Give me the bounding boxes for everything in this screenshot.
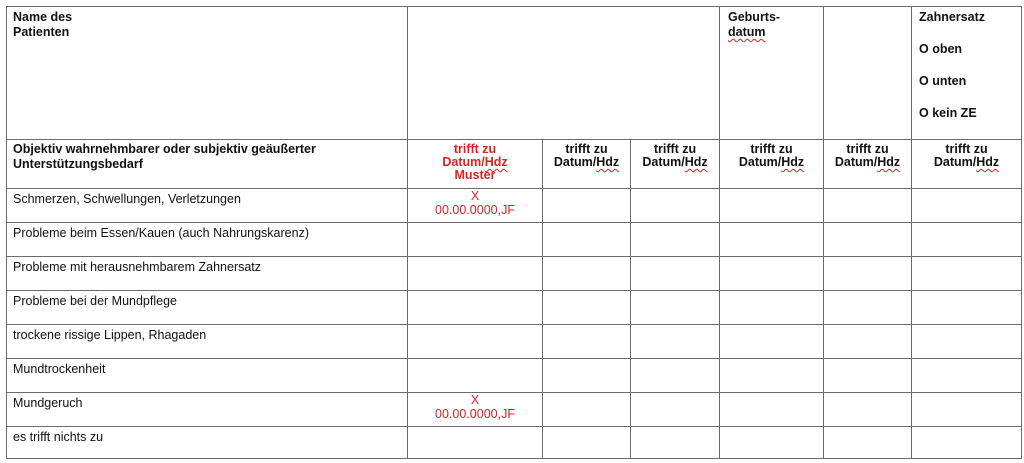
date-entry-cell[interactable] xyxy=(720,359,824,393)
table-row xyxy=(7,427,1022,459)
date-entry-cell[interactable] xyxy=(543,359,631,393)
date-column-header: trifft zu Datum/Hdz xyxy=(631,140,720,189)
mark-date: 00.00.0000,JF xyxy=(435,203,515,217)
date-entry-cell[interactable] xyxy=(543,393,631,427)
patient-name-field[interactable] xyxy=(408,7,720,140)
date-entry-cell[interactable] xyxy=(543,427,631,459)
date-entry-cell[interactable] xyxy=(720,291,824,325)
table-row xyxy=(7,359,1022,393)
sample-mark-cell[interactable] xyxy=(408,189,543,223)
date-entry-cell[interactable] xyxy=(543,257,631,291)
date-entry-cell[interactable] xyxy=(912,223,1022,257)
date-entry-cell[interactable] xyxy=(720,427,824,459)
date-entry-cell[interactable] xyxy=(824,427,912,459)
mark-x: X xyxy=(470,393,480,407)
column-header-row xyxy=(7,140,1022,189)
date-entry-cell[interactable] xyxy=(543,291,631,325)
row-label: Schmerzen, Schwellungen, Verletzungen xyxy=(7,189,408,223)
date-entry-cell[interactable] xyxy=(912,189,1022,223)
date-column-header: trifft zu Datum/Hdz xyxy=(824,140,912,189)
date-entry-cell[interactable] xyxy=(720,257,824,291)
date-entry-cell[interactable] xyxy=(824,257,912,291)
date-entry-cell[interactable] xyxy=(720,393,824,427)
row-label: es trifft nichts zu xyxy=(7,427,408,459)
date-entry-cell[interactable] xyxy=(912,427,1022,459)
date-entry-cell[interactable] xyxy=(543,223,631,257)
denture-option-lower[interactable]: O unten xyxy=(919,74,967,88)
sample-mark-cell[interactable] xyxy=(408,393,543,427)
dentures-title: Zahnersatz xyxy=(919,10,985,24)
date-entry-cell[interactable] xyxy=(824,291,912,325)
date-entry-cell[interactable] xyxy=(912,393,1022,427)
date-column-header: trifft zu Datum/Hdz xyxy=(720,140,824,189)
date-entry-cell[interactable] xyxy=(720,223,824,257)
date-entry-cell[interactable] xyxy=(631,223,720,257)
assessment-table xyxy=(6,6,1022,459)
dentures-cell xyxy=(912,7,1022,140)
date-entry-cell[interactable] xyxy=(631,427,720,459)
sample-mark-cell[interactable] xyxy=(408,359,543,393)
date-entry-cell[interactable] xyxy=(631,393,720,427)
sample-mark-cell[interactable] xyxy=(408,257,543,291)
denture-option-none[interactable]: O kein ZE xyxy=(919,106,977,120)
row-label: trockene rissige Lippen, Rhagaden xyxy=(7,325,408,359)
sample-mark-cell[interactable] xyxy=(408,291,543,325)
date-entry-cell[interactable] xyxy=(824,325,912,359)
sample-mark-cell[interactable] xyxy=(408,427,543,459)
birth-date-label: Geburts- datum xyxy=(720,7,824,140)
table-row xyxy=(7,257,1022,291)
date-entry-cell[interactable] xyxy=(912,257,1022,291)
date-entry-cell[interactable] xyxy=(631,359,720,393)
table-row xyxy=(7,325,1022,359)
sample-mark-cell[interactable] xyxy=(408,223,543,257)
date-entry-cell[interactable] xyxy=(720,325,824,359)
date-entry-cell[interactable] xyxy=(824,223,912,257)
row-label: Probleme bei der Mundpflege xyxy=(7,291,408,325)
table-row xyxy=(7,189,1022,223)
date-entry-cell[interactable] xyxy=(824,393,912,427)
row-label: Mundgeruch xyxy=(7,393,408,427)
sample-column-header: trifft zu Datum/Hdz Muster xyxy=(408,140,543,189)
date-column-header: trifft zu Datum/Hdz xyxy=(543,140,631,189)
date-entry-cell[interactable] xyxy=(912,359,1022,393)
row-label: Mundtrockenheit xyxy=(7,359,408,393)
date-entry-cell[interactable] xyxy=(824,189,912,223)
patient-name-label: Name des Patienten xyxy=(7,7,408,140)
sample-mark-cell[interactable] xyxy=(408,325,543,359)
date-entry-cell[interactable] xyxy=(631,189,720,223)
birth-date-field[interactable] xyxy=(824,7,912,140)
date-column-header: trifft zu Datum/Hdz xyxy=(912,140,1022,189)
date-entry-cell[interactable] xyxy=(824,359,912,393)
mark-x: X xyxy=(470,189,480,203)
table-row xyxy=(7,393,1022,427)
row-label: Probleme beim Essen/Kauen (auch Nahrungskarenz) xyxy=(7,223,408,257)
date-entry-cell[interactable] xyxy=(912,291,1022,325)
patient-header-row xyxy=(7,7,1022,140)
row-label: Probleme mit herausnehmbarem Zahnersatz xyxy=(7,257,408,291)
date-entry-cell[interactable] xyxy=(631,291,720,325)
date-entry-cell[interactable] xyxy=(720,189,824,223)
mark-date: 00.00.0000,JF xyxy=(435,407,515,421)
table-row xyxy=(7,223,1022,257)
date-entry-cell[interactable] xyxy=(543,189,631,223)
table-row xyxy=(7,291,1022,325)
date-entry-cell[interactable] xyxy=(543,325,631,359)
denture-option-upper[interactable]: O oben xyxy=(919,42,963,56)
need-column-header: Objektiv wahrnehmbarer oder subjektiv geäußerter Unterstützungsbedarf xyxy=(7,140,408,189)
date-entry-cell[interactable] xyxy=(912,325,1022,359)
date-entry-cell[interactable] xyxy=(631,257,720,291)
date-entry-cell[interactable] xyxy=(631,325,720,359)
